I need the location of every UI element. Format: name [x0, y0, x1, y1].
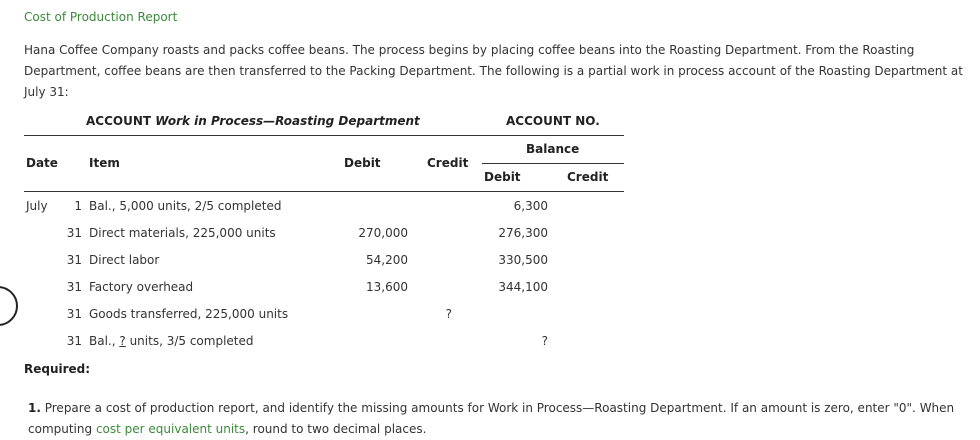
row-item: Goods transferred, 225,000 units — [89, 307, 289, 321]
row-balance-debit: ? — [541, 334, 548, 348]
partial-circle-marker — [0, 286, 18, 326]
row-month: July — [26, 199, 48, 213]
row-balance-debit: 6,300 — [513, 199, 548, 213]
row-balance-debit: 344,100 — [498, 280, 548, 294]
row-day: 31 — [66, 226, 82, 240]
row-item: Bal., 5,000 units, 2/5 completed — [89, 199, 282, 213]
row-day: 31 — [66, 334, 82, 348]
row-item: Direct labor — [89, 253, 160, 267]
row-balance-debit: 276,300 — [498, 226, 548, 240]
header-debit: Debit — [344, 156, 381, 170]
account-label: ACCOUNT — [86, 114, 152, 128]
required-label: Required: — [24, 362, 91, 376]
balance-rule — [482, 163, 624, 164]
row-credit: ? — [445, 307, 452, 321]
row-debit: 270,000 — [358, 226, 408, 240]
account-title — [86, 114, 420, 128]
row-item: Direct materials, 225,000 units — [89, 226, 276, 240]
row-day: 31 — [66, 253, 82, 267]
header-balance-credit: Credit — [567, 170, 609, 184]
row-day: 31 — [66, 280, 82, 294]
row-debit: 13,600 — [366, 280, 408, 294]
header-balance-debit: Debit — [484, 170, 521, 184]
header-bottom-rule — [24, 191, 624, 192]
table-top-rule — [24, 135, 624, 136]
row-debit: 54,200 — [366, 253, 408, 267]
row-item: Bal., ? units, 3/5 completed — [89, 334, 254, 348]
missing-units-marker: ? — [119, 334, 126, 348]
intro-paragraph: Hana Coffee Company roasts and packs coffee beans. The process begins by placing coffee beans into the Roasting Department. From the Roasting Department, coffee beans are then transferred to the Packing Department. The following is a partial work in process account of the Roasting Department at July 31: — [24, 43, 963, 99]
instruction-text: 1. Prepare a cost of production report, and identify the missing amounts for Work in Process—Roasting Department. If an amount is zero, enter "0". When computing cost per equivalent units, round to two decimal places. — [28, 401, 955, 436]
account-name: Work in Process—Roasting Department — [155, 114, 420, 128]
instruction-number: 1. — [28, 401, 41, 415]
header-date: Date — [26, 156, 58, 170]
account-no-label: ACCOUNT NO. — [506, 114, 600, 128]
cost-per-equivalent-units-link[interactable]: cost per equivalent units — [95, 422, 246, 436]
header-balance: Balance — [526, 142, 580, 156]
page-title: Cost of Production Report — [24, 10, 178, 24]
header-item: Item — [89, 156, 120, 170]
row-day: 1 — [74, 199, 82, 213]
header-credit: Credit — [427, 156, 469, 170]
row-item: Factory overhead — [89, 280, 194, 294]
row-balance-debit: 330,500 — [498, 253, 548, 267]
row-day: 31 — [66, 307, 82, 321]
